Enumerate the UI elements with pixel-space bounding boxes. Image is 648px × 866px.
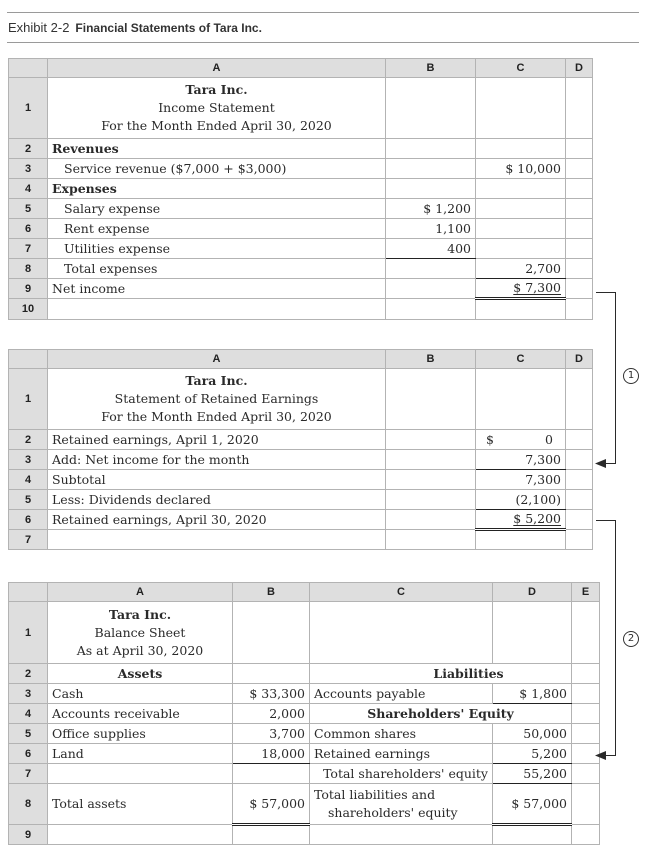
- corner-cell: [9, 583, 48, 602]
- cell[interactable]: [386, 530, 476, 550]
- cash-value[interactable]: $ 33,300: [233, 684, 310, 704]
- row-number[interactable]: 5: [9, 490, 48, 510]
- row-number[interactable]: 2: [9, 139, 48, 159]
- cell[interactable]: [476, 219, 566, 239]
- cell[interactable]: [566, 179, 593, 199]
- statement-heading[interactable]: [48, 78, 386, 139]
- table-row: [9, 530, 593, 550]
- cell[interactable]: [566, 199, 593, 219]
- table-row: [9, 744, 600, 764]
- col-header-c[interactable]: C: [476, 59, 566, 78]
- col-header-b[interactable]: B: [233, 583, 310, 602]
- cell[interactable]: [476, 78, 566, 139]
- table-row: [9, 239, 593, 259]
- cell[interactable]: [572, 684, 600, 704]
- statement-name: Balance Sheet: [94, 624, 186, 640]
- table-row: [9, 490, 593, 510]
- cell[interactable]: [48, 764, 233, 784]
- ap-label[interactable]: Accounts payable: [310, 684, 493, 704]
- row-number[interactable]: 8: [9, 784, 48, 825]
- table-row: [9, 430, 593, 450]
- col-header-c[interactable]: C: [310, 583, 493, 602]
- total-le-label[interactable]: [310, 784, 493, 825]
- exhibit-title: [8, 20, 262, 35]
- retained-earnings-sheet: [8, 349, 593, 550]
- common-shares-label[interactable]: Common shares: [310, 724, 493, 744]
- expenses-label[interactable]: Expenses: [48, 179, 386, 199]
- col-header-e[interactable]: E: [572, 583, 600, 602]
- cell[interactable]: [233, 764, 310, 784]
- col-header-c[interactable]: C: [476, 350, 566, 369]
- cell[interactable]: [566, 450, 593, 470]
- connector-1-vertical: [615, 292, 616, 464]
- col-header-a[interactable]: A: [48, 59, 386, 78]
- cell[interactable]: [566, 239, 593, 259]
- net-income-value[interactable]: [476, 279, 566, 299]
- cell[interactable]: [233, 825, 310, 845]
- col-header-a[interactable]: A: [48, 583, 233, 602]
- ar-value[interactable]: 2,000: [233, 704, 310, 724]
- row-number[interactable]: 1: [9, 78, 48, 139]
- table-row: [9, 510, 593, 530]
- statement-name: Income Statement: [158, 100, 275, 115]
- cell[interactable]: [493, 825, 572, 845]
- closing-re-value[interactable]: [476, 510, 566, 530]
- supplies-value[interactable]: 3,700: [233, 724, 310, 744]
- col-header-d[interactable]: D: [566, 350, 593, 369]
- row-number[interactable]: 3: [9, 450, 48, 470]
- marker-one: 1: [623, 368, 639, 384]
- statement-heading[interactable]: [48, 369, 386, 430]
- subtotal-label[interactable]: Subtotal: [48, 470, 386, 490]
- row-number[interactable]: 3: [9, 684, 48, 704]
- row-number[interactable]: 2: [9, 430, 48, 450]
- closing-re-label[interactable]: Retained earnings, April 30, 2020: [48, 510, 386, 530]
- row-number[interactable]: 5: [9, 724, 48, 744]
- corner-cell: [9, 350, 48, 369]
- liabilities-heading[interactable]: Liabilities: [310, 664, 572, 684]
- arrow-left-icon: [595, 459, 606, 468]
- row-number[interactable]: 9: [9, 825, 48, 845]
- row-number[interactable]: 6: [9, 510, 48, 530]
- revenues-label[interactable]: Revenues: [48, 139, 386, 159]
- cell[interactable]: [572, 704, 600, 724]
- col-header-d[interactable]: D: [566, 59, 593, 78]
- closing-re-text: $ 5,200: [513, 511, 561, 526]
- cell[interactable]: [386, 78, 476, 139]
- cell[interactable]: [566, 530, 593, 550]
- balance-sheet-sheet: [8, 582, 600, 845]
- cell[interactable]: [476, 179, 566, 199]
- total-le-label-line2: shareholders' equity: [328, 805, 458, 820]
- cell[interactable]: [566, 430, 593, 450]
- statement-period: For the Month Ended April 30, 2020: [101, 409, 332, 424]
- table-row: [9, 259, 593, 279]
- cell[interactable]: [386, 299, 476, 320]
- total-assets-value[interactable]: $ 57,000: [233, 784, 310, 825]
- column-header-row: [9, 350, 593, 369]
- row-number[interactable]: 6: [9, 219, 48, 239]
- row-number[interactable]: 1: [9, 369, 48, 430]
- cell[interactable]: [476, 199, 566, 219]
- statement-heading[interactable]: [48, 602, 233, 664]
- table-row: [9, 139, 593, 159]
- cell[interactable]: [566, 219, 593, 239]
- col-header-a[interactable]: A: [48, 350, 386, 369]
- net-income-text: $ 7,300: [513, 280, 561, 295]
- income-statement-sheet: [8, 58, 593, 320]
- rent-label[interactable]: Rent expense: [48, 219, 386, 239]
- company-name: Tara Inc.: [185, 82, 248, 97]
- net-income-label[interactable]: Net income: [48, 279, 386, 299]
- company-name: Tara Inc.: [108, 606, 172, 622]
- row-number[interactable]: 9: [9, 279, 48, 299]
- row-number[interactable]: 10: [9, 299, 48, 320]
- table-row: [9, 199, 593, 219]
- row-number[interactable]: 3: [9, 159, 48, 179]
- service-revenue-label[interactable]: Service revenue ($7,000 + $3,000): [48, 159, 386, 179]
- cell[interactable]: [48, 825, 233, 845]
- utilities-label[interactable]: Utilities expense: [48, 239, 386, 259]
- cell[interactable]: [386, 470, 476, 490]
- cell[interactable]: [48, 530, 386, 550]
- total-equity-value[interactable]: 55,200: [493, 764, 572, 784]
- table-row: [9, 450, 593, 470]
- table-row: [9, 159, 593, 179]
- cell[interactable]: [233, 664, 310, 684]
- salary-value[interactable]: $ 1,200: [386, 199, 476, 219]
- dividends-value[interactable]: (2,100): [476, 490, 566, 510]
- total-le-label-line1: Total liabilities and: [314, 787, 436, 802]
- cell[interactable]: [386, 430, 476, 450]
- cell[interactable]: [233, 602, 310, 664]
- table-row: [9, 179, 593, 199]
- cell[interactable]: [476, 530, 566, 550]
- salary-label[interactable]: Salary expense: [48, 199, 386, 219]
- table-row: [9, 470, 593, 490]
- row-number[interactable]: 6: [9, 744, 48, 764]
- ar-label[interactable]: Accounts receivable: [48, 704, 233, 724]
- cell[interactable]: [566, 259, 593, 279]
- connector-1-top: [596, 292, 616, 293]
- currency-symbol: $: [486, 431, 494, 447]
- total-assets-label[interactable]: Total assets: [48, 784, 233, 825]
- table-row: [9, 299, 593, 320]
- cell[interactable]: [572, 784, 600, 825]
- table-row: [9, 684, 600, 704]
- cell[interactable]: [310, 602, 493, 664]
- company-name: Tara Inc.: [185, 373, 248, 388]
- add-net-income-label[interactable]: Add: Net income for the month: [48, 450, 386, 470]
- common-shares-value[interactable]: 50,000: [493, 724, 572, 744]
- opening-re-text: 0: [545, 431, 553, 447]
- cell[interactable]: [566, 510, 593, 530]
- cell[interactable]: [476, 139, 566, 159]
- assets-heading[interactable]: Assets: [48, 664, 233, 684]
- col-header-b[interactable]: B: [386, 59, 476, 78]
- row-number[interactable]: 5: [9, 199, 48, 219]
- table-row: [9, 602, 600, 664]
- table-row: [9, 219, 593, 239]
- connector-2-top: [596, 520, 616, 521]
- top-rule: [7, 12, 639, 13]
- dividends-label[interactable]: Less: Dividends declared: [48, 490, 386, 510]
- cash-label[interactable]: Cash: [48, 684, 233, 704]
- supplies-label[interactable]: Office supplies: [48, 724, 233, 744]
- statement-name: Statement of Retained Earnings: [114, 391, 319, 406]
- cell[interactable]: [386, 279, 476, 299]
- land-value[interactable]: 18,000: [233, 744, 310, 764]
- row-number[interactable]: 4: [9, 470, 48, 490]
- ap-value[interactable]: $ 1,800: [493, 684, 572, 704]
- cell[interactable]: [476, 239, 566, 259]
- cell[interactable]: [386, 450, 476, 470]
- table-row: [9, 279, 593, 299]
- connector-2-vertical: [615, 520, 616, 756]
- subtotal-value[interactable]: 7,300: [476, 470, 566, 490]
- add-net-income-value[interactable]: 7,300: [476, 450, 566, 470]
- cell[interactable]: [566, 159, 593, 179]
- retained-earnings-label[interactable]: Retained earnings: [310, 744, 493, 764]
- cell[interactable]: [572, 724, 600, 744]
- total-le-value[interactable]: $ 57,000: [493, 784, 572, 825]
- utilities-value[interactable]: 400: [386, 239, 476, 259]
- cell[interactable]: [566, 279, 593, 299]
- cell[interactable]: [386, 139, 476, 159]
- exhibit-heading: Financial Statements of Tara Inc.: [75, 21, 262, 35]
- cell[interactable]: [566, 299, 593, 320]
- row-number[interactable]: 2: [9, 664, 48, 684]
- column-header-row: [9, 583, 600, 602]
- row-number[interactable]: 1: [9, 602, 48, 664]
- cell[interactable]: [566, 369, 593, 430]
- cell[interactable]: [572, 664, 600, 684]
- cell[interactable]: [572, 825, 600, 845]
- total-expenses-label[interactable]: Total expenses: [48, 259, 386, 279]
- cell[interactable]: [566, 490, 593, 510]
- col-header-b[interactable]: B: [386, 350, 476, 369]
- statement-period: For the Month Ended April 30, 2020: [101, 118, 332, 133]
- table-row: [9, 704, 600, 724]
- retained-earnings-value[interactable]: 5,200: [493, 744, 572, 764]
- table-row: [9, 369, 593, 430]
- cell[interactable]: [476, 369, 566, 430]
- cell[interactable]: [572, 602, 600, 664]
- land-label[interactable]: Land: [48, 744, 233, 764]
- cell[interactable]: [386, 490, 476, 510]
- table-row: [9, 724, 600, 744]
- col-header-d[interactable]: D: [493, 583, 572, 602]
- cell[interactable]: [386, 179, 476, 199]
- table-row: [9, 825, 600, 845]
- cell[interactable]: [386, 510, 476, 530]
- row-number[interactable]: 7: [9, 764, 48, 784]
- table-row: [9, 664, 600, 684]
- cell[interactable]: [566, 139, 593, 159]
- row-number[interactable]: 8: [9, 259, 48, 279]
- opening-re-label[interactable]: Retained earnings, April 1, 2020: [48, 430, 386, 450]
- cell[interactable]: [48, 299, 386, 320]
- cell[interactable]: [476, 299, 566, 320]
- corner-cell: [9, 59, 48, 78]
- cell[interactable]: [493, 602, 572, 664]
- row-number[interactable]: 4: [9, 179, 48, 199]
- cell[interactable]: [386, 159, 476, 179]
- marker-two: 2: [623, 631, 639, 647]
- equity-heading[interactable]: Shareholders' Equity: [310, 704, 572, 724]
- service-revenue-value[interactable]: $ 10,000: [476, 159, 566, 179]
- table-row: [9, 784, 600, 825]
- table-row: [9, 764, 600, 784]
- table-row: [9, 78, 593, 139]
- column-header-row: [9, 59, 593, 78]
- cell[interactable]: [572, 764, 600, 784]
- row-number[interactable]: 7: [9, 239, 48, 259]
- row-number[interactable]: 7: [9, 530, 48, 550]
- title-rule: [7, 42, 639, 43]
- statement-date: As at April 30, 2020: [76, 642, 204, 658]
- cell[interactable]: [386, 369, 476, 430]
- cell[interactable]: [386, 259, 476, 279]
- cell[interactable]: [310, 825, 493, 845]
- cell[interactable]: [566, 78, 593, 139]
- rent-value[interactable]: 1,100: [386, 219, 476, 239]
- total-expenses-value[interactable]: 2,700: [476, 259, 566, 279]
- exhibit-number: Exhibit 2-2: [8, 20, 70, 35]
- cell[interactable]: [566, 470, 593, 490]
- opening-re-value[interactable]: [476, 430, 566, 450]
- row-number[interactable]: 4: [9, 704, 48, 724]
- arrow-left-icon: [595, 751, 606, 760]
- total-equity-label[interactable]: Total shareholders' equity: [310, 764, 493, 784]
